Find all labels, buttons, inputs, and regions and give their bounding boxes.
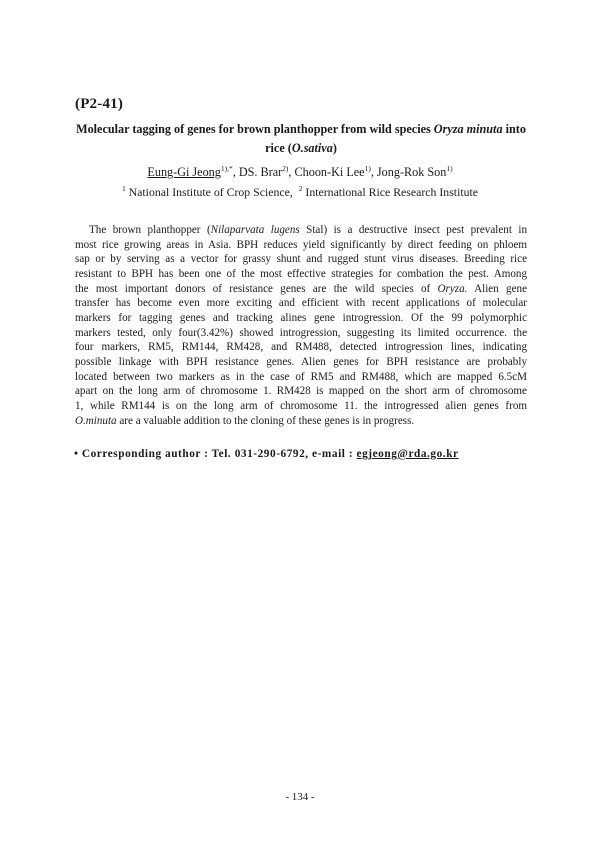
title-text: rice ( [265, 141, 292, 155]
paper-title [70, 120, 532, 158]
bullet-icon: • [74, 448, 79, 460]
author-name: Eung-Gi Jeong [147, 165, 221, 179]
abstract-species: Nilaparvata lugens [210, 224, 300, 236]
abstract-text: the most important donors of resistance genes are the wild species of [75, 282, 438, 295]
email-link[interactable]: egjeong@rda.go.kr [356, 448, 459, 460]
corresponding-label: Corresponding author [81, 448, 201, 460]
title-text: into [502, 122, 526, 136]
abstract-line: located between two markers as in the case of RM5 and RM488, which are mapped 6.5cM [75, 370, 527, 383]
author-name: DS. Brar [238, 165, 283, 179]
abstract-line: markers tested, only four(3.42%) showed introgression, suggesting its limited occurrence. the [75, 326, 527, 339]
abstract-text: The brown planthopper ( [89, 224, 211, 236]
affiliation-name: International Rice Research Institute [302, 185, 479, 199]
author-separator: , [288, 165, 295, 179]
tel-number: 031-290-6792, [234, 448, 309, 460]
abstract-text: Stal) is a destructive insect pest prevalent in [299, 224, 527, 236]
author-affiliation-mark: 1),* [220, 163, 233, 173]
colon-separator: : [204, 448, 209, 460]
page-number: - 134 - [285, 791, 315, 803]
abstract-line [75, 414, 527, 429]
abstract-species: O.minuta [75, 414, 117, 427]
email-label: e-mail [312, 448, 346, 460]
abstract-line: markers for tagging genes and tracking alines gene introgression. Of the 99 polymorphic [75, 311, 527, 324]
author-separator: , [232, 165, 239, 179]
abstract-line: possible linkage with BPH resistance genes. Alien genes for BPH resistance are probably [75, 355, 527, 368]
abstract-line: 1, while RM144 is on the long arm of chromosome 11. the introgressed alien genes from [75, 399, 527, 412]
abstract-body [75, 223, 527, 428]
author-affiliation-mark: 2) [282, 163, 289, 173]
corresponding-author [74, 448, 459, 460]
abstract-line: most rice growing areas in Asia. BPH reduces yield significantly by direct feeding on phloem [75, 238, 527, 251]
abstract-line: resistant to BPH has been one of the most effective strategies for combation the pest. Among [75, 267, 527, 280]
abstract-line: sap or by serving as a vector for grassy shunt and rugged stunt virus diseases. Breeding rice [75, 253, 527, 266]
author-name: Jong-Rok Son [376, 165, 447, 179]
abstract-line: apart on the long arm of chromosome 1. RM428 is mapped on the short arm of chromosome [75, 385, 527, 398]
abstract-line: transfer has become even more exciting and efficient with recent applications of molecular [75, 297, 527, 310]
abstract-line [75, 223, 527, 238]
abstract-text: Alien gene [467, 282, 528, 295]
title-text: Molecular tagging of genes for brown planthopper from wild species [76, 122, 434, 136]
author-separator: , [370, 165, 377, 179]
title-species: Oryza minuta [433, 122, 503, 136]
title-text: ) [332, 141, 337, 155]
affiliation-name: National Institute of Crop Science, [125, 185, 293, 199]
affiliation-mark: 1 [121, 184, 126, 194]
affiliation-mark: 2 [298, 184, 303, 194]
paper-code: (P2-41) [75, 96, 124, 112]
author-affiliation-mark: 1) [364, 163, 371, 173]
abstract-line: four markers, RM5, RM144, RM428, and RM488, detected introgression lines, indicating [75, 341, 527, 354]
affiliation-list [60, 184, 540, 200]
author-list [60, 164, 540, 180]
abstract-species: Oryza. [437, 282, 468, 295]
colon-separator: : [348, 448, 354, 460]
title-species: O.sativa [291, 141, 333, 155]
author-affiliation-mark: 1) [446, 163, 453, 173]
abstract-text: are a valuable addition to the cloning of these genes is in progress. [116, 414, 415, 427]
abstract-line [75, 282, 527, 297]
tel-label: Tel. [211, 448, 232, 460]
author-name: Choon-Ki Lee [294, 165, 365, 179]
